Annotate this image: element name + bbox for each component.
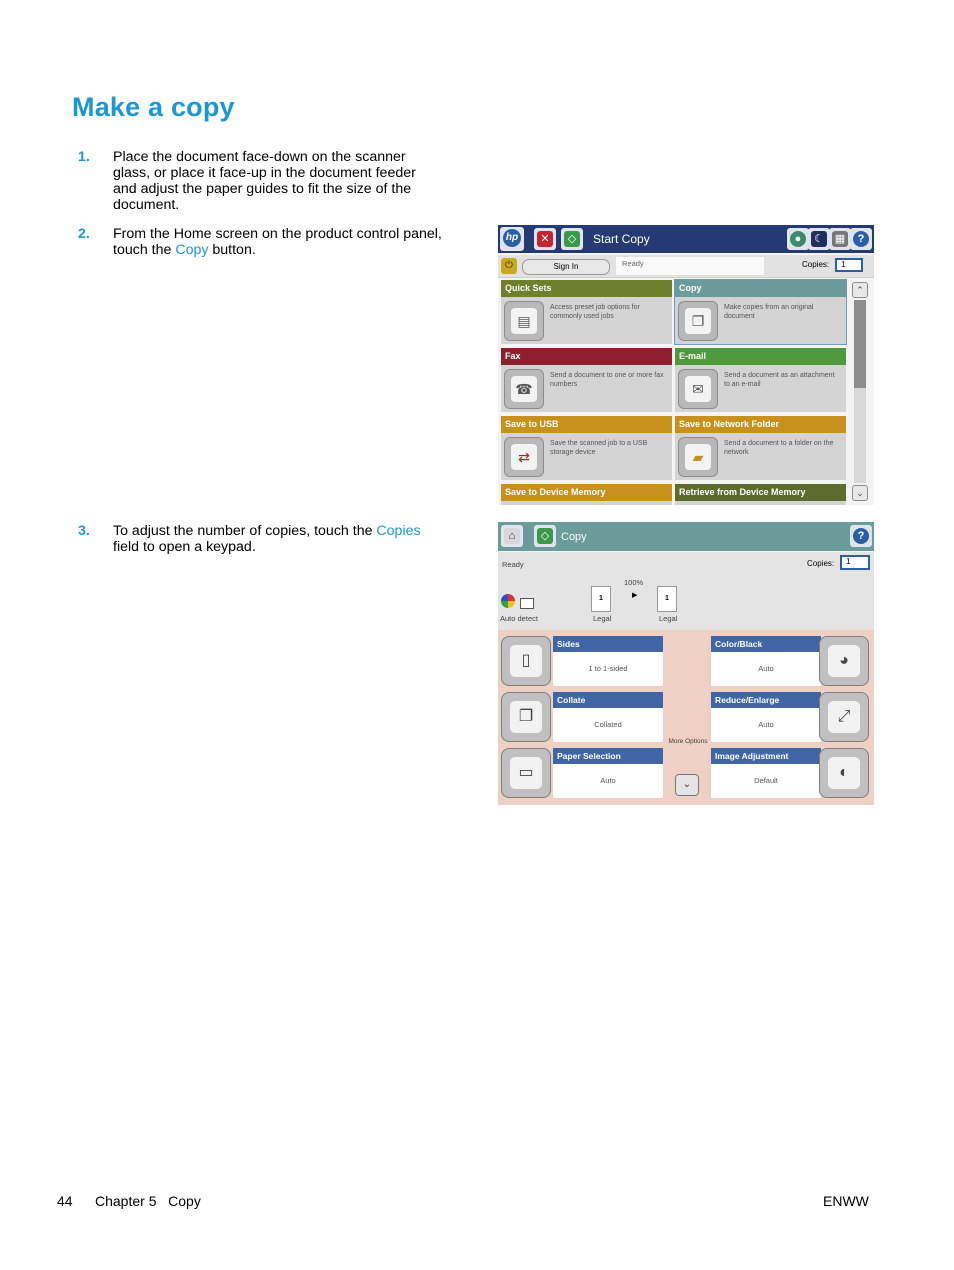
copies-value: 1 (841, 260, 846, 269)
option-value: 1 to 1-sided (553, 652, 663, 686)
home-status-bar (498, 255, 874, 278)
tile-label: Retrieve from Device Memory (675, 484, 846, 501)
save-to-device-memory-tile[interactable] (501, 484, 672, 505)
tile-label: Copy (675, 280, 846, 297)
sides-option[interactable] (501, 634, 661, 688)
tile-label: Fax (501, 348, 672, 365)
sides-icon: ▯ (501, 636, 551, 686)
option-value: Collated (553, 708, 663, 742)
start-button[interactable] (561, 228, 583, 250)
option-value: Auto (553, 764, 663, 798)
hp-logo-icon: hp (503, 229, 521, 247)
quick-sets-tile[interactable] (501, 280, 672, 344)
status-text: Ready (502, 560, 524, 569)
option-value: Auto (711, 652, 821, 686)
option-value: Default (711, 764, 821, 798)
home-top-bar (498, 225, 874, 253)
auto-detect-label: Auto detect (500, 614, 538, 623)
copy-title: Copy (561, 531, 587, 543)
step-text (113, 226, 443, 258)
more-options-label: More Options (668, 738, 708, 745)
home-screen-screenshot (498, 225, 874, 505)
settings-button[interactable] (829, 228, 851, 250)
chapter-label: Chapter 5 Copy (95, 1193, 201, 1209)
tile-desc: Send a document to one or more fax numbers (550, 372, 664, 388)
tile-label: Quick Sets (501, 280, 672, 297)
copy-options-area (498, 630, 874, 805)
color-black-option[interactable] (711, 634, 871, 688)
step-number: 1. (78, 149, 90, 165)
copies-label: Copies: (807, 559, 835, 568)
start-icon: ◇ (537, 528, 553, 544)
scroll-thumb[interactable] (854, 300, 866, 388)
tile-label: Save to Network Folder (675, 416, 846, 433)
paper-selection-icon: ▭ (501, 748, 551, 798)
page-title: Make a copy (72, 92, 235, 122)
option-label: Reduce/Enlarge (711, 692, 821, 708)
output-size: Legal (659, 614, 678, 623)
home-button[interactable] (501, 525, 523, 547)
power-icon[interactable]: ⏻ (501, 258, 517, 274)
scroll-up-icon[interactable]: ⌃ (852, 282, 868, 298)
copies-label: Copies: (802, 260, 830, 269)
tile-desc: Access preset job options for commonly used jobs (550, 304, 640, 320)
fax-icon: ☎ (504, 369, 544, 409)
save-to-network-folder-tile[interactable] (675, 416, 846, 480)
more-options-button[interactable] (675, 774, 699, 796)
step-text-pre: From the Home screen on the product control panel, touch the (113, 226, 442, 258)
image-adjustment-icon: ◐ (819, 748, 869, 798)
step-text-post: field to open a keypad. (113, 539, 256, 555)
sleep-button[interactable] (808, 228, 830, 250)
quick-sets-icon: ▤ (504, 301, 544, 341)
copy-icon: ❐ (678, 301, 718, 341)
step-number: 2. (78, 226, 90, 242)
network-folder-icon: ▰ (678, 437, 718, 477)
color-black-icon: ◕ (819, 636, 869, 686)
home-icon: ⌂ (504, 528, 520, 544)
help-button[interactable] (850, 525, 872, 547)
copy-top-bar (498, 522, 874, 551)
option-value: Auto (711, 708, 821, 742)
usb-icon: ⇄ (504, 437, 544, 477)
copy-link[interactable]: Copy (175, 242, 209, 258)
home-title: Start Copy (593, 232, 650, 246)
copies-field[interactable] (835, 258, 863, 272)
moon-icon: ☾ (811, 231, 827, 247)
step-text-pre: To adjust the number of copies, touch the (113, 523, 377, 539)
copies-value: 1 (846, 557, 851, 566)
tile-label: Save to USB (501, 416, 672, 433)
option-label: Collate (553, 692, 663, 708)
copy-screen-screenshot (498, 522, 874, 805)
keyboard-icon: ▦ (832, 231, 848, 247)
image-adjustment-option[interactable] (711, 746, 871, 800)
tile-label: E-mail (675, 348, 846, 365)
help-icon: ? (853, 231, 869, 247)
scroll-down-icon[interactable]: ⌄ (852, 485, 868, 501)
reduce-enlarge-icon: ⤢ (819, 692, 869, 742)
scrollbar[interactable] (850, 280, 870, 504)
page-number: 44 (57, 1193, 73, 1209)
fax-tile[interactable] (501, 348, 672, 412)
help-button[interactable] (850, 228, 872, 250)
email-icon: ✉ (678, 369, 718, 409)
option-label: Color/Black (711, 636, 821, 652)
step-text-post: button. (208, 242, 256, 258)
output-page: 1 (657, 586, 677, 612)
stop-button[interactable] (534, 228, 556, 250)
arrow-right-icon: ▶ (632, 592, 638, 599)
tile-desc: Save the scanned job to a USB storage device (550, 440, 648, 456)
stop-icon: ✕ (537, 231, 553, 247)
start-copy-button[interactable] (534, 525, 556, 547)
save-to-usb-tile[interactable] (501, 416, 672, 480)
email-tile[interactable] (675, 348, 846, 412)
copy-tile[interactable] (675, 280, 846, 344)
color-detect-icon (501, 594, 515, 608)
footer-right: ENWW (823, 1193, 869, 1209)
step-text: Place the document face-down on the scanner glass, or place it face-up in the document feeder and adjust the paper guides to fit the size of the document. (113, 149, 416, 213)
scroll-track[interactable] (854, 300, 866, 483)
copy-info-area (498, 552, 874, 630)
step-text (113, 523, 443, 555)
retrieve-from-device-memory-tile[interactable] (675, 484, 846, 505)
original-size: Legal (593, 614, 612, 623)
option-label: Image Adjustment (711, 748, 821, 764)
network-button[interactable] (787, 228, 809, 250)
start-icon: ◇ (564, 231, 580, 247)
chevron-down-icon: ⌄ (682, 779, 692, 790)
tile-desc: Make copies from an original document (724, 304, 814, 320)
option-label: Sides (553, 636, 663, 652)
globe-icon: ● (790, 231, 806, 247)
original-page: 1 (591, 586, 611, 612)
tile-desc: Send a document to a folder on the network (724, 440, 834, 456)
copies-field[interactable] (840, 555, 870, 570)
status-text: Ready (616, 257, 764, 275)
sign-in-button[interactable]: Sign In (522, 259, 610, 275)
original-icon (520, 598, 534, 609)
reduce-enlarge-option[interactable] (711, 690, 871, 744)
copies-link[interactable]: Copies (376, 523, 421, 539)
collate-option[interactable] (501, 690, 661, 744)
collate-icon: ❐ (501, 692, 551, 742)
hp-home-button[interactable] (500, 227, 524, 251)
tile-label: Save to Device Memory (501, 484, 672, 501)
zoom-level: 100% (624, 578, 644, 587)
step-number: 3. (78, 523, 90, 539)
option-label: Paper Selection (553, 748, 663, 764)
paper-selection-option[interactable] (501, 746, 661, 800)
help-icon: ? (853, 528, 869, 544)
tile-desc: Send a document as an attachment to an e-mail (724, 372, 835, 388)
